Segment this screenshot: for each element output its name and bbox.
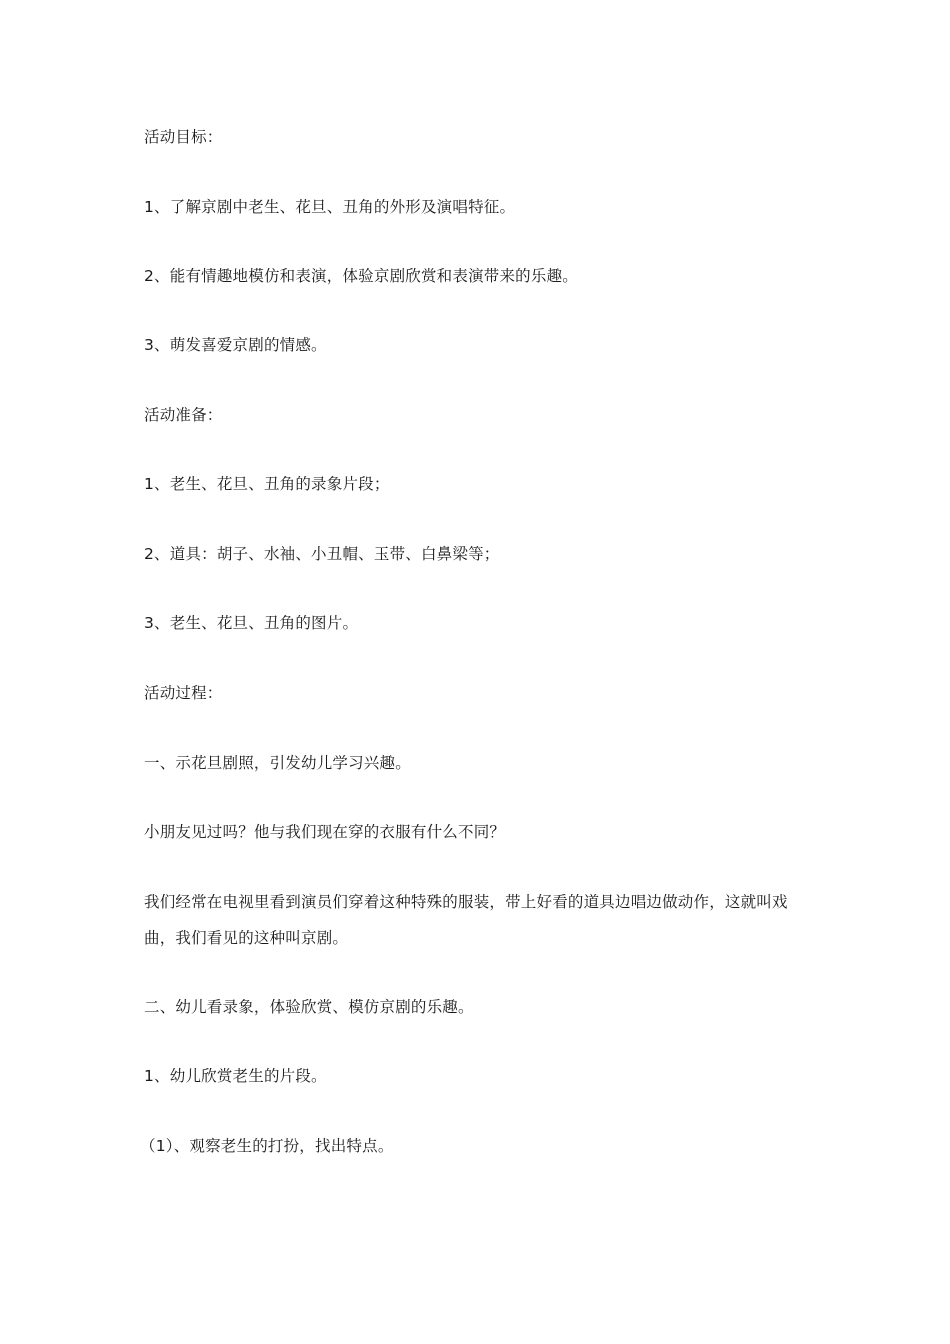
process-step-1: 一、示花旦剧照，引发幼儿学习兴趣。 <box>144 754 411 772</box>
process-substep-1: 1、幼儿欣赏老生的片段。 <box>144 1067 327 1085</box>
heading-activity-process: 活动过程： <box>144 684 223 702</box>
process-substep-1-1: （1）、观察老生的打扮，找出特点。 <box>140 1137 394 1155</box>
preparation-item-2: 2、道具：胡子、水袖、小丑帽、玉带、白鼻梁等； <box>144 545 500 563</box>
process-question: 小朋友见过吗？他与我们现在穿的衣服有什么不同？ <box>144 823 506 841</box>
heading-activity-preparation: 活动准备： <box>144 406 223 424</box>
preparation-item-3: 3、老生、花旦、丑角的图片。 <box>144 614 359 632</box>
process-explanation: 我们经常在电视里看到演员们穿着这种特殊的服装，带上好看的道具边唱边做动作，这就叫戏曲，我们看见的这种叫京剧。 <box>144 893 788 947</box>
goal-item-3: 3、萌发喜爱京剧的情感。 <box>144 336 327 354</box>
goal-item-2: 2、能有情趣地模仿和表演，体验京剧欣赏和表演带来的乐趣。 <box>144 267 578 285</box>
process-step-2: 二、幼儿看录象，体验欣赏、模仿京剧的乐趣。 <box>144 998 474 1016</box>
heading-activity-goals: 活动目标： <box>144 128 223 146</box>
goal-item-1: 1、了解京剧中老生、花旦、丑角的外形及演唱特征。 <box>144 198 516 216</box>
preparation-item-1: 1、老生、花旦、丑角的录象片段； <box>144 475 390 493</box>
